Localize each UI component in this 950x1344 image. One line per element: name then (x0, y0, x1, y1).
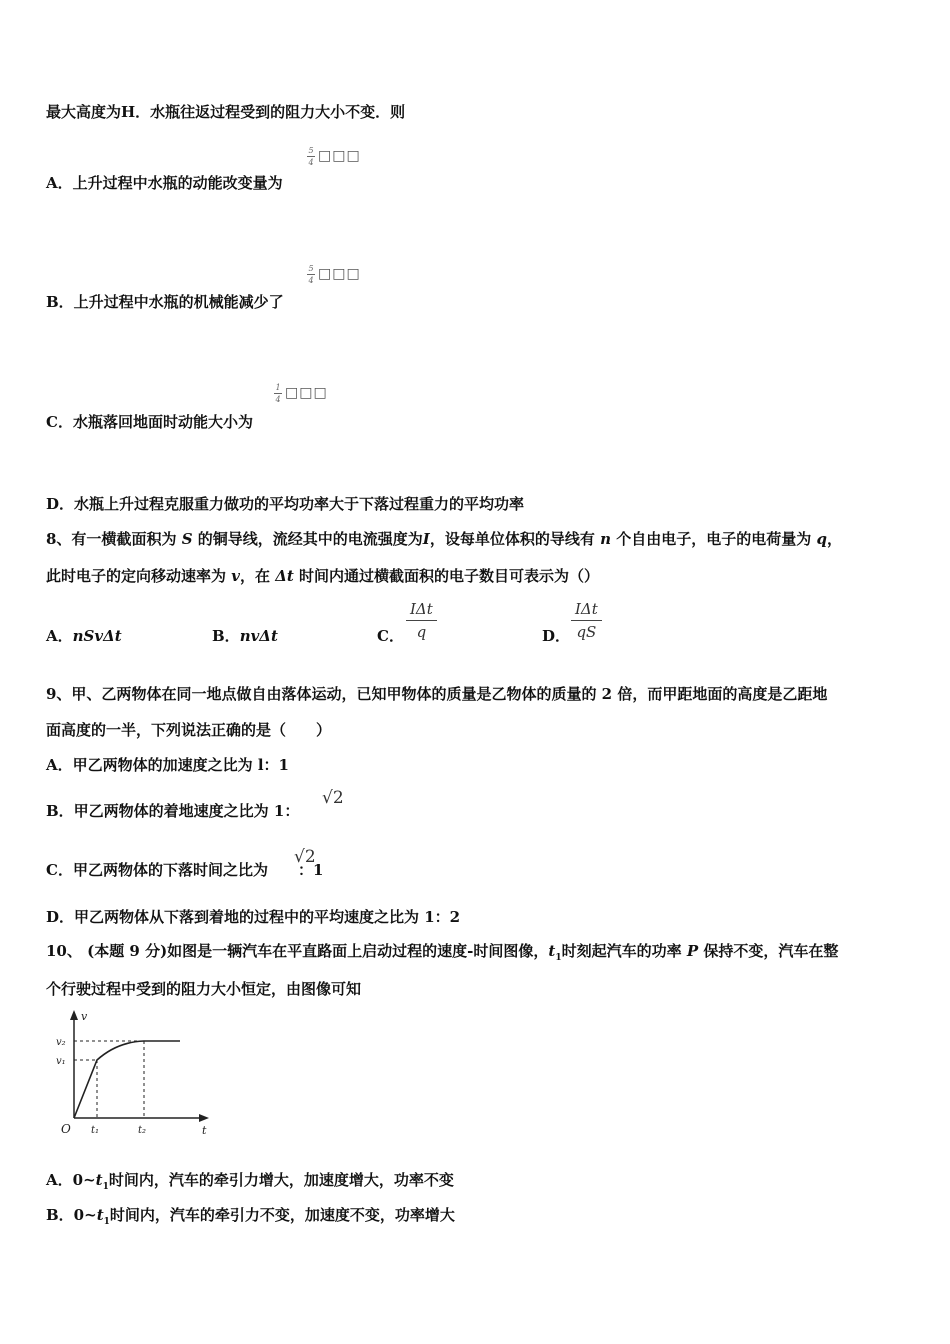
q7-option-d: D．水瓶上升过程克服重力做功的平均功率大于下落过程重力的平均功率 (46, 495, 525, 513)
q8-a-label: A． (46, 627, 73, 645)
q7-b-frac-den: 4 (308, 276, 314, 285)
q7-c-frac-den: 4 (275, 395, 281, 404)
q7-c-placeholder: □□□ (285, 385, 328, 401)
q10-var-t: t (548, 942, 556, 960)
q10-a-prefix: A．0~ (46, 1171, 96, 1189)
q10-a-sub: 1 (102, 1182, 109, 1192)
q10-a-t: t (95, 1171, 103, 1189)
q10-sub: 1 (555, 953, 562, 963)
q8-text: ， (826, 530, 842, 548)
q8-text: ，在 (239, 567, 270, 585)
q7-intro: 最大高度为H．水瓶往返过程受到的阻力大小不变．则 (46, 103, 406, 121)
q8-var-s: S (181, 530, 193, 548)
q8-var-v: v (231, 567, 240, 585)
q9-c-tail: ：1 (297, 861, 324, 879)
q10-a-text: 时间内，汽车的牵引力增大，加速度增大，功率不变 (108, 1171, 454, 1189)
q8-option-a (46, 625, 122, 646)
velocity-time-graph (52, 1008, 217, 1136)
q9-b-sqrt2: √2 (322, 788, 344, 808)
q8-option-c-fraction (406, 600, 437, 641)
q7-b-fraction (307, 264, 315, 285)
q8-var-n: n (600, 530, 611, 548)
q8-text: ，设每单位体积的导线有 (429, 530, 595, 548)
q8-var-dt: Δt (275, 567, 294, 585)
q10-text: 10、 (本题 9 分)如图是一辆汽车在平直路面上启动过程的速度-时间图像， (46, 942, 549, 960)
q8-text: 8、有一横截面积为 (46, 530, 177, 548)
q7-b-frac-num: 5 (308, 264, 314, 273)
q8-c-numerator: IΔt (410, 600, 433, 618)
q7-c-frac-num: 1 (275, 383, 281, 392)
q9-option-d: D．甲乙两物体从下落到着地的过程中的平均速度之比为 1：2 (46, 908, 461, 926)
q10-b-t: t (96, 1206, 104, 1224)
q8-text: 的铜导线，流经其中的电流强度为 (197, 530, 423, 548)
q9-c-sqrt2: √2 (294, 847, 316, 867)
q8-var-i: I (422, 530, 430, 548)
q8-text: 个自由电子，电子的电荷量为 (616, 530, 812, 548)
q9-c-text: C．甲乙两物体的下落时间之比为 (46, 861, 268, 879)
q7-option-a: A．上升过程中水瓶的动能改变量为 (46, 174, 283, 192)
q10-option-a (46, 1170, 454, 1197)
q9-stem-line1: 9、甲、乙两物体在同一地点做自由落体运动，已知甲物体的质量是乙物体的质量的 2 倍，而甲距地面的高度是乙距地 (46, 685, 828, 703)
v2-label: v₂ (56, 1037, 66, 1048)
q9-stem-line2: 面高度的一半，下列说法正确的是（ ） (46, 721, 332, 739)
velocity-curve (74, 1041, 180, 1118)
q7-b-placeholder: □□□ (318, 266, 361, 282)
q8-b-value: nvΔt (239, 627, 278, 645)
q10-b-prefix: B．0~ (46, 1206, 97, 1224)
q7-a-frac-num: 5 (308, 146, 314, 155)
q8-text: 时间内通过横截面积的电子数目可表示为（） (299, 567, 600, 585)
q8-c-denominator: q (416, 623, 427, 641)
q8-text: 此时电子的定向移动速率为 (46, 567, 227, 585)
q7-a-frac-den: 4 (308, 158, 314, 167)
q8-stem-line2 (46, 566, 599, 586)
q9-option-c (46, 860, 323, 880)
q7-option-b: B．上升过程中水瓶的机械能减少了 (46, 293, 284, 311)
q8-var-q: q (816, 530, 827, 548)
q10-stem-line2: 个行驶过程中受到的阻力大小恒定，由图像可知 (46, 980, 362, 998)
q8-option-c-label: C． (377, 627, 404, 645)
q9-option-b: B．甲乙两物体的着地速度之比为 1： (46, 802, 300, 820)
q7-option-c: C．水瓶落回地面时动能大小为 (46, 413, 253, 431)
q10-var-p: P (686, 942, 699, 960)
q10-b-sub: 1 (103, 1217, 110, 1227)
q10-b-text: 时间内，汽车的牵引力不变，加速度不变，功率增大 (109, 1206, 455, 1224)
x-axis-arrow (199, 1114, 209, 1122)
q10-stem-line1 (46, 941, 838, 968)
q8-option-d-fraction (571, 600, 602, 641)
y-axis-label: v (81, 1010, 88, 1023)
x-axis-label: t (202, 1124, 207, 1136)
q8-d-numerator: IΔt (575, 600, 598, 618)
q8-stem-line1 (46, 529, 842, 549)
q10-option-b (46, 1205, 455, 1232)
y-axis-arrow (70, 1010, 78, 1020)
q8-d-denominator: qS (576, 623, 597, 641)
q8-option-b (212, 625, 278, 646)
t2-label: t₂ (138, 1125, 147, 1136)
q9-option-a: A．甲乙两物体的加速度之比为 l：1 (46, 756, 289, 774)
q8-b-label: B． (212, 627, 240, 645)
t1-label: t₁ (91, 1125, 100, 1136)
origin-label: O (61, 1122, 71, 1136)
q8-a-value: nSvΔt (72, 627, 122, 645)
q10-text: 保持不变，汽车在整 (703, 942, 839, 960)
v1-label: v₁ (56, 1056, 66, 1067)
q7-a-fraction (307, 146, 315, 167)
q7-c-fraction (274, 383, 282, 404)
q8-option-d-label: D． (542, 627, 571, 645)
q10-text: 时刻起汽车的功率 (561, 942, 682, 960)
q7-a-placeholder: □□□ (318, 148, 361, 164)
